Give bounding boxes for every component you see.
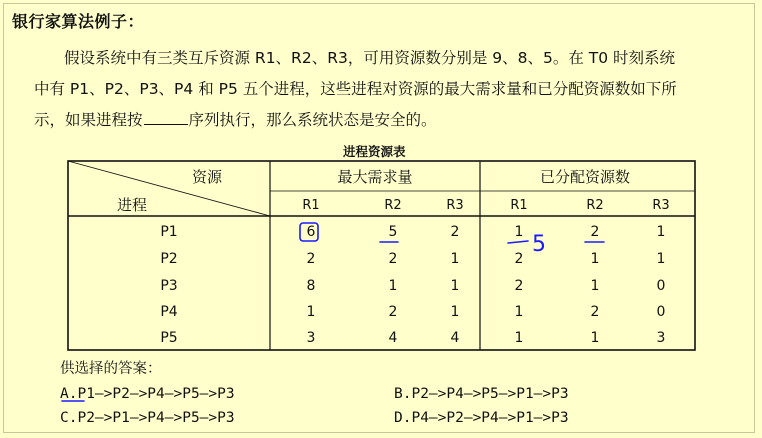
table-cell: 1 (450, 251, 460, 267)
table-cell: 4 (388, 330, 398, 346)
subheader-r1-alloc: R1 (510, 198, 528, 213)
option-b: B.P2—>P4—>P5—>P1—>P3 (394, 386, 569, 402)
table-cell: 2 (514, 278, 524, 294)
option-d: D.P4—>P2—>P4—>P1—>P3 (394, 410, 569, 426)
process-label: P5 (160, 330, 178, 346)
table-caption: 进程资源表 (343, 144, 406, 159)
handwritten-note: 5 (532, 232, 546, 257)
corner-label-process: 进程 (116, 196, 147, 214)
table-cell: 8 (306, 278, 316, 294)
subheader-r1-max: R1 (302, 198, 320, 213)
underline-mark (508, 241, 528, 243)
table-cell: 0 (656, 278, 666, 294)
table-cell: 6 (306, 224, 316, 240)
option-c: C.P2—>P1—>P4—>P5—>P3 (60, 410, 235, 426)
options-title: 供选择的答案： (60, 361, 162, 377)
table-cell: 2 (514, 251, 524, 267)
table-cell: 1 (656, 224, 666, 240)
header-max-demand: 最大需求量 (337, 168, 413, 186)
table-cell: 1 (450, 304, 460, 320)
table-cell: 2 (450, 224, 460, 240)
option-a: A.P1—>P2—>P4—>P5—>P3 (60, 386, 235, 402)
table-cell: 1 (514, 224, 524, 240)
problem-text-line-2: 中有 P1、P2、P3、P4 和 P5 五个进程，这些进程对资源的最大需求量和已分配资源数如下所 (34, 80, 677, 98)
table-cell: 1 (590, 278, 600, 294)
table-cell: 2 (590, 304, 600, 320)
process-label: P3 (160, 278, 178, 294)
table-cell: 3 (306, 330, 316, 346)
table-cell: 1 (590, 251, 600, 267)
table-cell: 1 (306, 304, 316, 320)
subheader-r3-max: R3 (446, 198, 464, 213)
table-cell: 1 (590, 330, 600, 346)
table-cell: 2 (590, 224, 600, 240)
subheader-r2-max: R2 (384, 198, 402, 213)
problem-text-line-1: 假设系统中有三类互斥资源 R1、R2、R3，可用资源数分别是 9、8、5。在 T0 时刻系统 (64, 49, 676, 67)
table-cell: 1 (656, 251, 666, 267)
header-allocated: 已分配资源数 (539, 168, 630, 186)
problem-text-after-blank: 序列执行，那么系统状态是安全的。 (188, 111, 437, 129)
table-cell: 3 (656, 330, 666, 346)
table-cell: 2 (388, 304, 398, 320)
table-cell: 1 (514, 304, 524, 320)
circle-mark (300, 223, 318, 241)
process-label: P2 (160, 251, 178, 267)
page-title: 银行家算法例子： (12, 12, 145, 31)
table-cell: 2 (388, 251, 398, 267)
problem-text-before-blank: 示，如果进程按 (34, 111, 143, 129)
process-label: P1 (160, 224, 178, 240)
table-cell: 0 (656, 304, 666, 320)
subheader-r3-alloc: R3 (652, 198, 670, 213)
corner-label-resource: 资源 (191, 168, 222, 186)
process-label: P4 (160, 304, 178, 320)
table-cell: 1 (514, 330, 524, 346)
table-cell: 1 (450, 278, 460, 294)
table-cell: 1 (388, 278, 398, 294)
subheader-r2-alloc: R2 (586, 198, 604, 213)
table-cell: 4 (450, 330, 460, 346)
table-cell: 2 (306, 251, 316, 267)
table-cell: 5 (388, 224, 398, 240)
